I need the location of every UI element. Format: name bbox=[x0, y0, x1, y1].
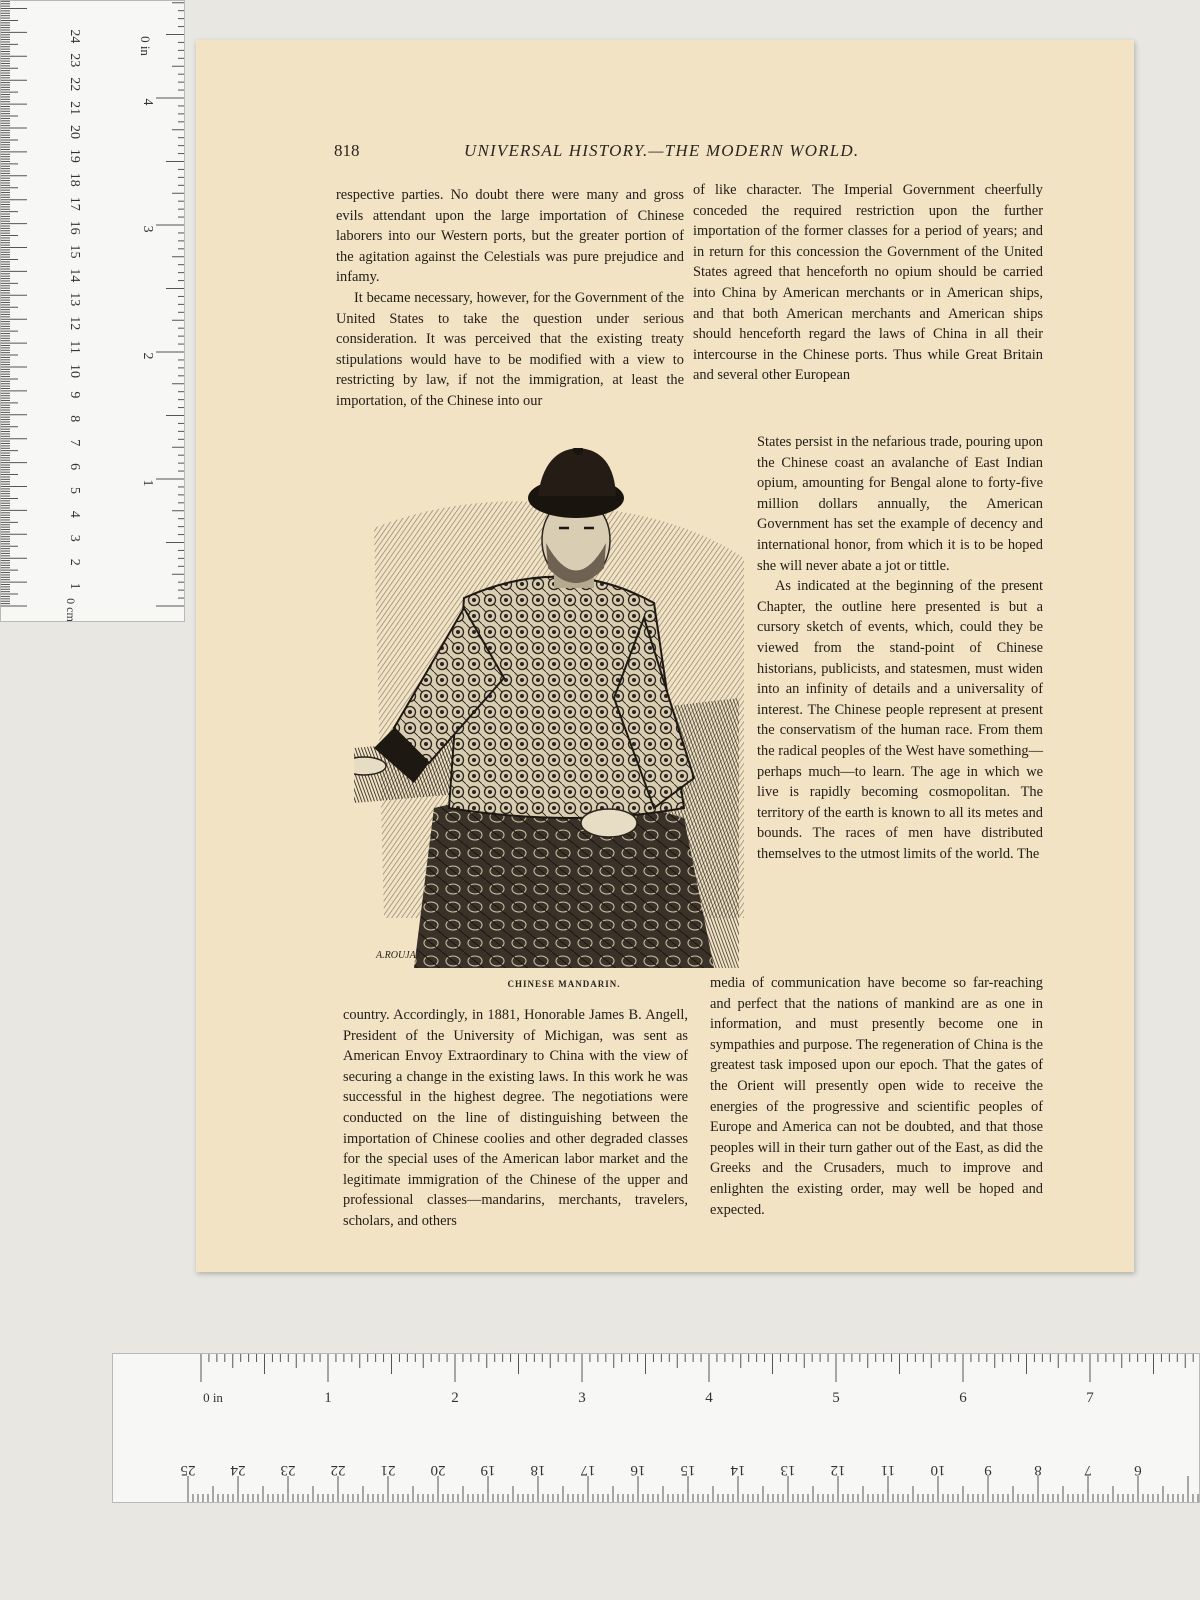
ruler-cm-number: 15 bbox=[67, 244, 82, 259]
ruler-cm-number: 9 bbox=[67, 391, 82, 399]
ruler-inch-number: 1 bbox=[140, 479, 155, 487]
paragraph: respective parties. No doubt there were many and gross evils attendant upon the large importation of Chinese laborers into our Western ports, but the greater portion of the agitation against the Celestials was pure prejudice and infamy. bbox=[336, 187, 684, 286]
ruler-cm-number: 23 bbox=[67, 53, 82, 68]
ruler-cm-number: 21 bbox=[380, 1462, 396, 1478]
ruler-cm-number: 24 bbox=[230, 1462, 246, 1478]
ruler-cm-number: 10 bbox=[930, 1462, 946, 1478]
ruler-inch-number: 3 bbox=[140, 225, 155, 233]
ruler-cm-number: 4 bbox=[67, 510, 82, 518]
ruler-cm-number: 24 bbox=[67, 29, 82, 44]
ruler-cm-number: 6 bbox=[67, 463, 82, 471]
ruler-cm-number: 16 bbox=[630, 1462, 646, 1478]
vertical-ruler-scale bbox=[1, 1, 185, 622]
ruler-cm-number: 5 bbox=[67, 487, 82, 494]
ruler-cm-number: 1 bbox=[67, 582, 82, 590]
paragraph: country. Accordingly, in 1881, Honorable James B. Angell, President of the University of Michigan, was sent as American Envoy Extraordinary to China with the view of securing a change in the existing laws. In this work he was successful in the highest degree. The negotiations were conducted on the line of distinguishing between the importation of Chinese coolies and other degraded classes for the special uses of the American labor market and the legitimate immigration of the Chinese of the upper and professional classes—mandarins, merchants, travelers, scholars, and others bbox=[343, 1007, 688, 1229]
right-column-wrap-text bbox=[757, 432, 1043, 864]
ruler-cm-number: 21 bbox=[67, 101, 82, 116]
ruler-cm-number: 12 bbox=[67, 316, 82, 331]
ruler-inch-number: 5 bbox=[832, 1390, 840, 1406]
ruler-cm-number: 23 bbox=[280, 1462, 296, 1478]
ruler-cm-number: 8 bbox=[67, 415, 82, 423]
horizontal-ruler-scale bbox=[113, 1354, 1200, 1503]
ruler-cm-number: 11 bbox=[880, 1462, 896, 1478]
ruler-cm-number: 22 bbox=[67, 77, 82, 92]
left-column-bottom-text bbox=[343, 1005, 688, 1232]
ruler-cm-number: 18 bbox=[530, 1462, 546, 1478]
ruler-cm-number: 20 bbox=[67, 125, 82, 139]
ruler-inch-number: 2 bbox=[451, 1390, 459, 1406]
ruler-inch-label: 0 in bbox=[203, 1390, 223, 1405]
ruler-cm-number: 6 bbox=[1134, 1462, 1142, 1478]
ruler-cm-number: 17 bbox=[580, 1462, 596, 1478]
ruler-inch-number: 6 bbox=[959, 1390, 967, 1406]
ruler-cm-number: 7 bbox=[67, 439, 82, 447]
ruler-cm-label: 0 cm bbox=[64, 598, 78, 622]
ruler-cm-number: 14 bbox=[730, 1462, 746, 1478]
ruler-cm-number: 22 bbox=[330, 1462, 346, 1478]
page-header bbox=[334, 141, 1124, 167]
ruler-cm-number: 25 bbox=[180, 1462, 196, 1478]
ruler-cm-number: 14 bbox=[67, 268, 82, 283]
book-page bbox=[196, 40, 1134, 1272]
ruler-cm-number: 18 bbox=[67, 172, 82, 187]
ruler-inch-number: 4 bbox=[705, 1390, 713, 1406]
ruler-inch-number: 3 bbox=[578, 1390, 586, 1406]
horizontal-ruler bbox=[112, 1353, 1200, 1503]
ruler-cm-number: 8 bbox=[1034, 1462, 1042, 1478]
mandarin-engraving bbox=[354, 448, 748, 976]
ruler-inch-label: 0 in bbox=[138, 36, 153, 56]
right-column-top-text bbox=[693, 180, 1043, 386]
vertical-ruler bbox=[0, 0, 185, 622]
ruler-cm-number: 19 bbox=[67, 148, 82, 163]
ruler-cm-number: 7 bbox=[1084, 1462, 1092, 1478]
ruler-cm-number: 3 bbox=[67, 534, 82, 542]
ruler-cm-number: 16 bbox=[67, 220, 82, 235]
ruler-cm-number: 11 bbox=[67, 340, 82, 354]
engraver-signature: A.ROUJAT bbox=[376, 950, 421, 961]
paragraph: As indicated at the beginning of the present Chapter, the outline here presented is but a cursory sketch of events, which, could they be viewed from the stand-point of Chinese historians, publicists, and statesmen, must widen into an infinity of details and a universality of interest. The Chinese people represent at present the conservatism of the human race. From them the radical peoples of the West have something—perhaps much—to learn. The age in which we live is rapidly becoming cosmopolitan. The territory of the earth is known to all its metes and bounds. The races of men have distributed themselves to the utmost limits of the world. The bbox=[757, 578, 1043, 862]
ruler-cm-number: 9 bbox=[984, 1462, 992, 1478]
ruler-cm-number: 19 bbox=[480, 1462, 496, 1478]
running-title: UNIVERSAL HISTORY.—THE MODERN WORLD. bbox=[464, 141, 860, 160]
paragraph: States persist in the nefarious trade, pouring upon the Chinese coast an avalanche of East Indian opium, amounting for Bengal alone to forty-five million dollars annually, the American Government has set the example of decency and international honor, from which it is to be hoped she will never abate a jot or tittle. bbox=[757, 434, 1043, 574]
ruler-cm-number: 15 bbox=[680, 1462, 696, 1478]
left-column-top-text bbox=[336, 185, 684, 412]
ruler-inch-number: 2 bbox=[140, 352, 155, 360]
paragraph: of like character. The Imperial Government cheerfully conceded the required restriction upon the further importation of the former classes for a period of years; and in return for this concession the Government of the United States agreed that henceforth no opium should be carried into China by American merchants or in American ships, and that both American merchants and American ships should henceforth regard the laws of China in all their intercourse in the Chinese ports. Thus while Great Britain and several other European bbox=[693, 182, 1043, 384]
right-column-bottom-text bbox=[710, 973, 1043, 1220]
paragraph: media of communication have become so far-reaching and perfect that the nations of mankind are as one in information, and must presently become one in sympathies and purpose. The regeneration of China is the greatest task imposed upon our epoch. That the gates of the Orient will presently open wide to receive the energies of the progressive and scientific peoples of Europe and America can not be doubted, and that those peoples will in their turn gather out of the East, as did the Greeks and the Crusaders, much to improve and enlighten the existing order, may well be hoped and expected. bbox=[710, 975, 1043, 1218]
ruler-inch-number: 4 bbox=[140, 98, 155, 106]
ruler-inch-number: 1 bbox=[324, 1390, 332, 1406]
page-number: 818 bbox=[334, 141, 360, 160]
ruler-cm-number: 2 bbox=[67, 558, 82, 566]
ruler-cm-number: 20 bbox=[430, 1462, 446, 1478]
illustration-caption: CHINESE MANDARIN. bbox=[507, 979, 621, 989]
ruler-cm-number: 13 bbox=[67, 292, 82, 307]
ruler-cm-number: 10 bbox=[67, 364, 82, 378]
ruler-cm-number: 12 bbox=[830, 1462, 846, 1478]
paragraph: It became necessary, however, for the Government of the United States to take the question under serious consideration. It was perceived that the existing treaty stipulations would have to be modified with a view to restricting by law, if not the immigration, at least the importation, of the Chinese into our bbox=[336, 289, 684, 409]
ruler-cm-number: 17 bbox=[67, 196, 82, 211]
ruler-inch-number: 7 bbox=[1086, 1390, 1094, 1406]
ruler-cm-number: 13 bbox=[780, 1462, 796, 1478]
